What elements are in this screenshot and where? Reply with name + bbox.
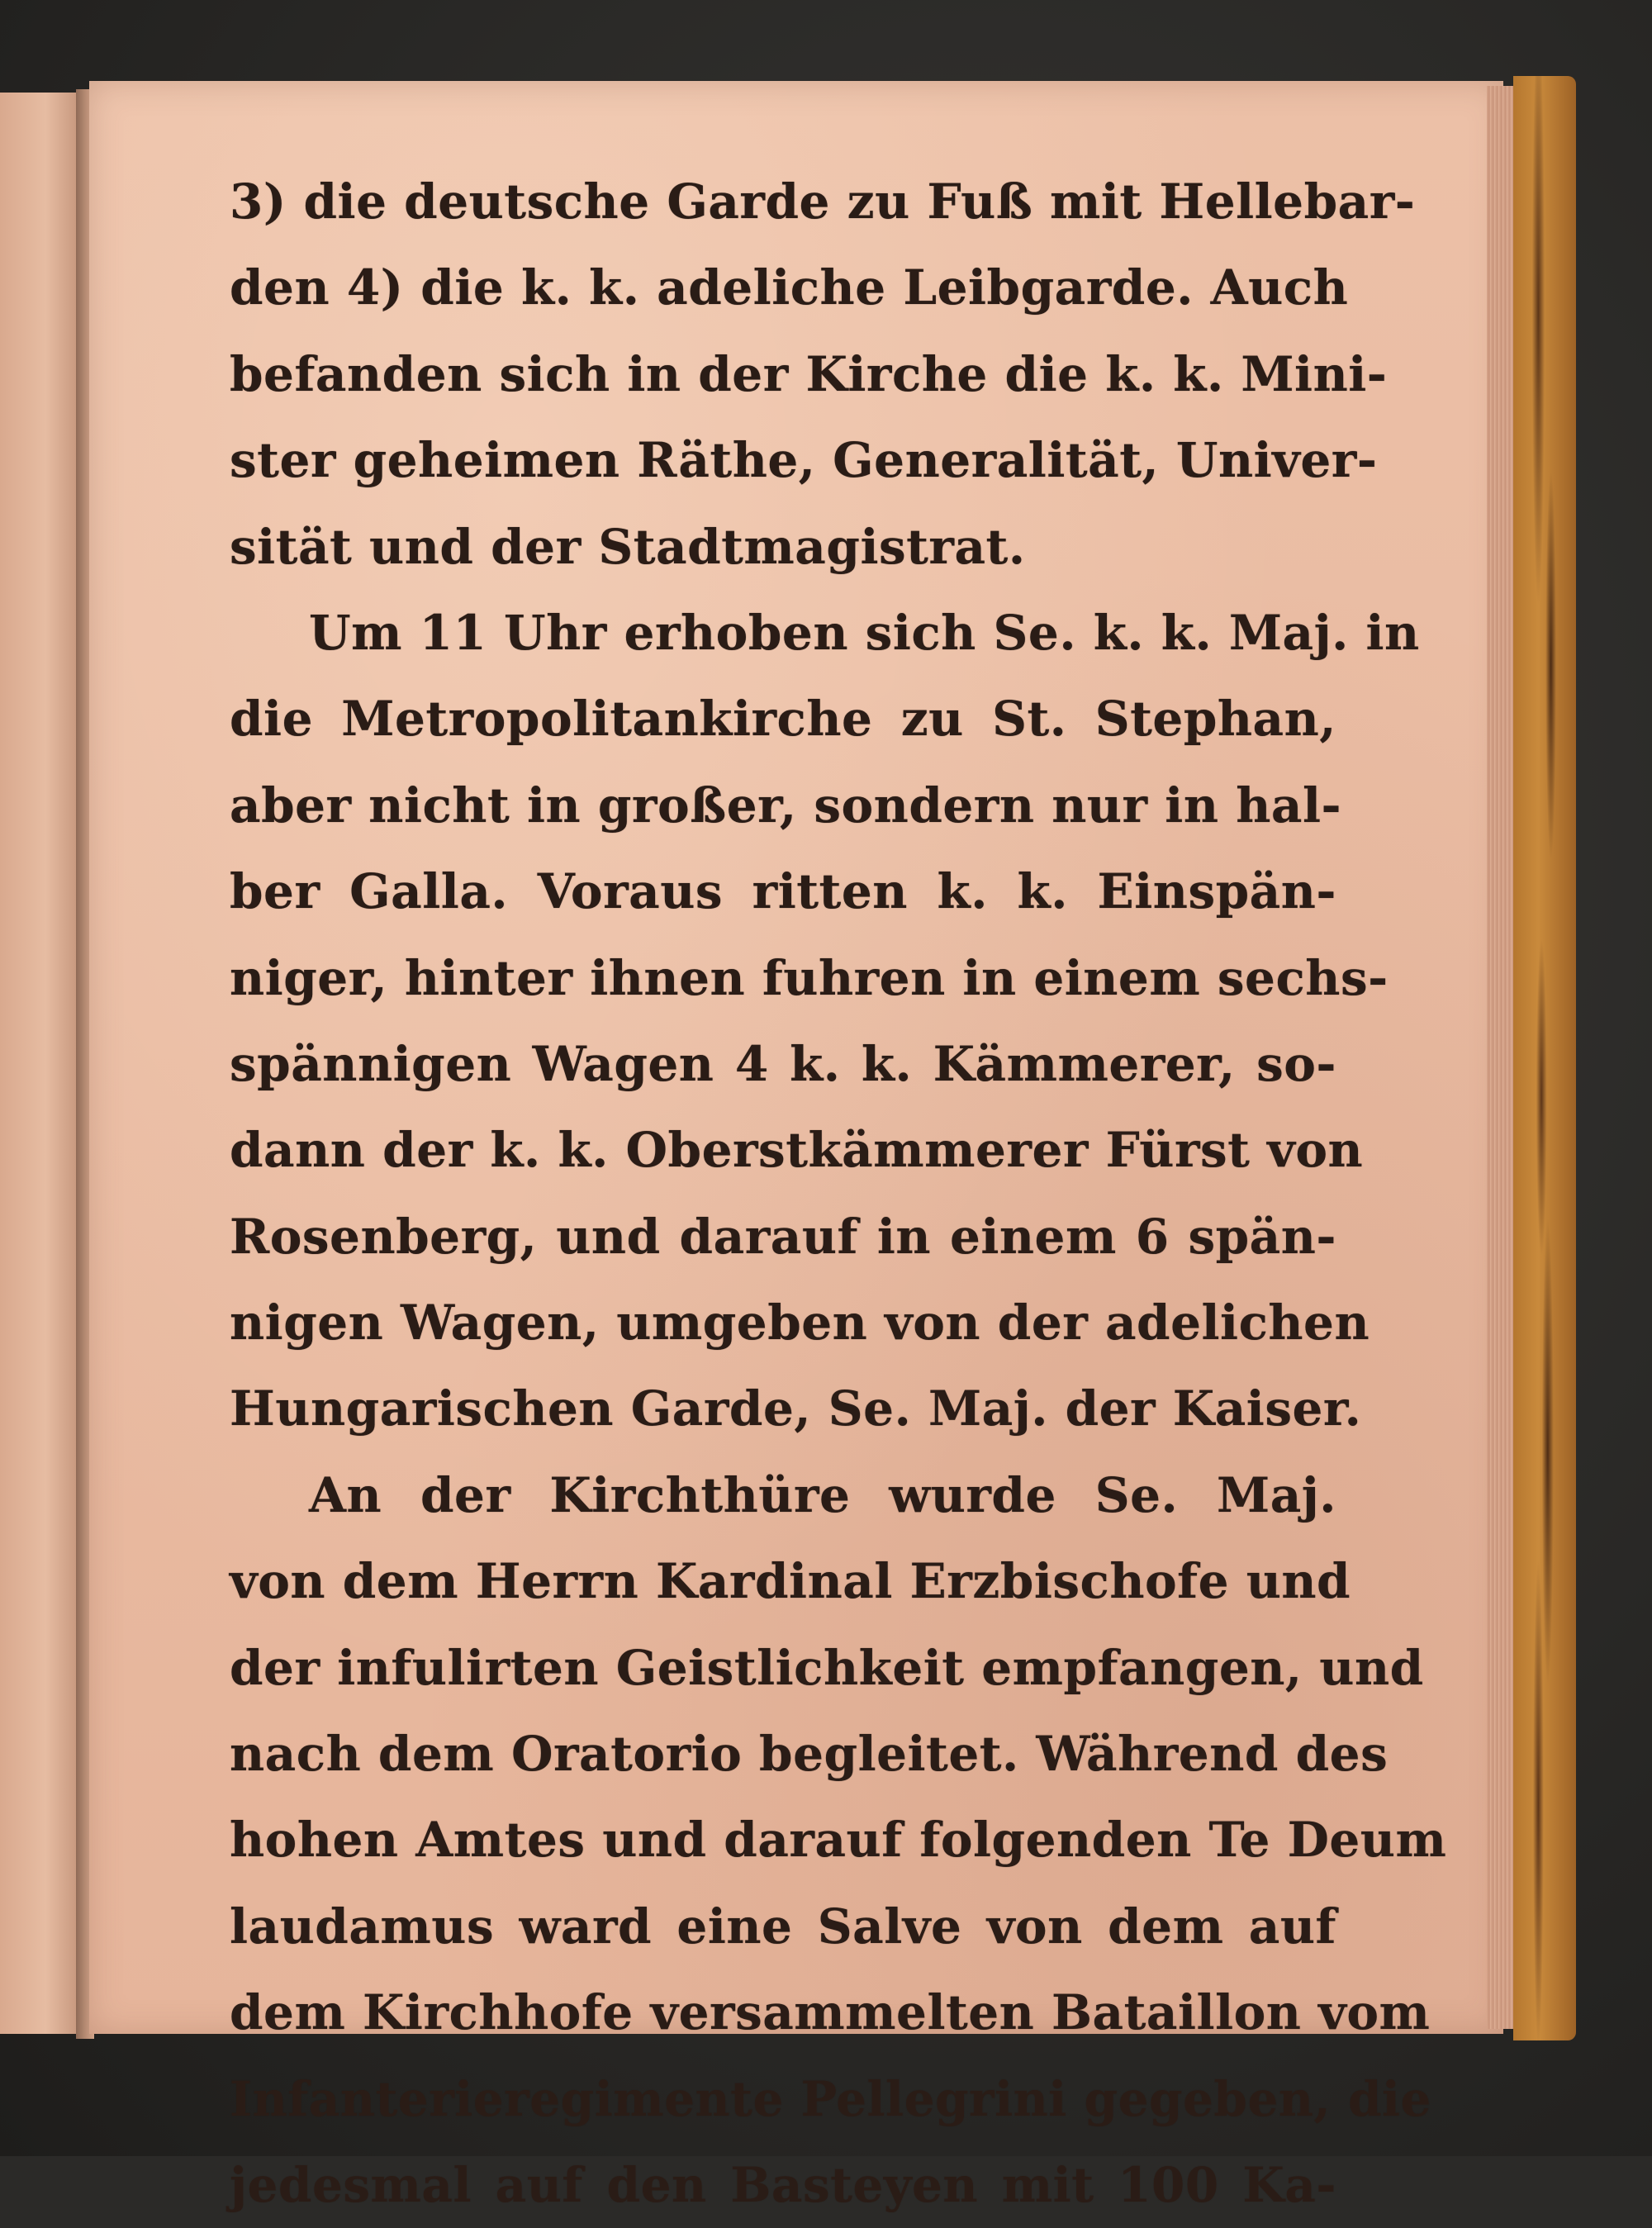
text-line: spännigen Wagen 4 k. k. Kämmerer, so-	[230, 1035, 1336, 1092]
page-edges	[1487, 86, 1517, 2029]
text-line: dem Kirchhofe versammelten Bataillon vom	[230, 1984, 1431, 2041]
text-line: sität und der Stadtmagistrat.	[230, 518, 1026, 575]
text-line: Infanterieregimente Pellegrini gegeben, die	[230, 2070, 1431, 2127]
text-line: dann der k. k. Oberstkämmerer Fürst von	[230, 1122, 1364, 1179]
text-line: Rosenberg, und darauf in einem 6 spän-	[230, 1208, 1336, 1265]
page-text	[230, 159, 1447, 2228]
text-line: Hungarischen Garde, Se. Maj. der Kaiser.	[230, 1380, 1362, 1437]
text-line: Um 11 Uhr erhoben sich Se. k. k. Maj. in	[309, 604, 1420, 661]
text-line: laudamus ward eine Salve von dem auf	[230, 1898, 1336, 1955]
text-line: nigen Wagen, umgeben von der adelichen	[230, 1295, 1370, 1352]
text-line: An der Kirchthüre wurde Se. Maj.	[309, 1466, 1336, 1523]
leather-binding	[1513, 76, 1576, 2040]
text-line: ster geheimen Räthe, Generalität, Univer-	[230, 432, 1378, 489]
text-line: befanden sich in der Kirche die k. k. Mini-	[230, 345, 1388, 402]
text-line: niger, hinter ihnen fuhren in einem sechs-	[230, 949, 1389, 1006]
text-line: 3) die deutsche Garde zu Fuß mit Hellebar-	[230, 173, 1416, 230]
text-line: von dem Herrn Kardinal Erzbischofe und	[230, 1553, 1351, 1610]
text-line: aber nicht in großer, sondern nur in hal-	[230, 777, 1342, 834]
facing-page-edge	[0, 93, 78, 2034]
text-line: jedesmal auf den Basteyen mit 100 Ka-	[230, 2156, 1336, 2213]
text-line: den 4) die k. k. adeliche Leibgarde. Auch	[230, 259, 1349, 316]
text-line: hohen Amtes und darauf folgenden Te Deum	[230, 1812, 1447, 1869]
text-line: die Metropolitankirche zu St. Stephan,	[230, 691, 1336, 748]
text-line: ber Galla. Voraus ritten k. k. Einspän-	[230, 863, 1336, 920]
text-line: nach dem Oratorio begleitet. Während des	[230, 1726, 1389, 1783]
text-line: der infulirten Geistlichkeit empfangen, und	[230, 1639, 1424, 1696]
